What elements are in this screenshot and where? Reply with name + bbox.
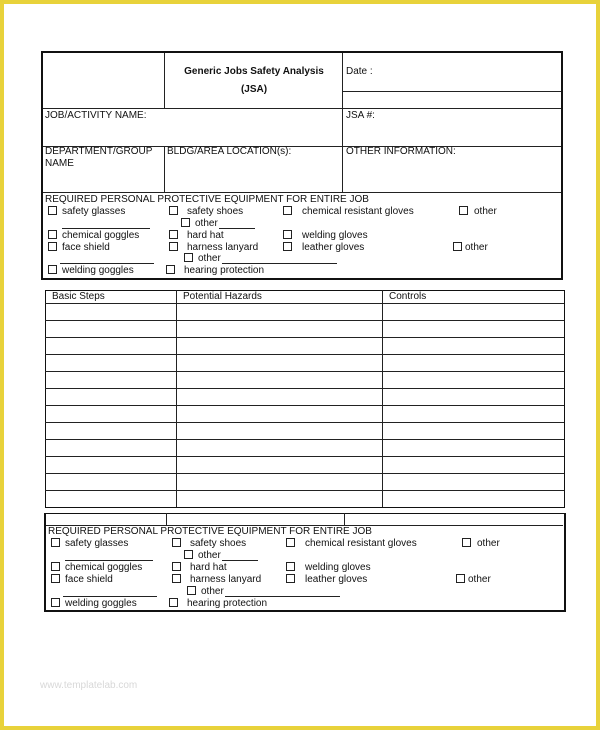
bottom-harness-lanyard-label: harness lanyard (190, 574, 262, 585)
harness-lanyard-label: harness lanyard (187, 242, 259, 253)
date-label: Date : (346, 66, 373, 77)
column-header-potential-hazards: Potential Hazards (183, 291, 262, 302)
form-title: Generic Jobs Safety Analysis (184, 66, 324, 77)
safety-shoes-label: safety shoes (187, 206, 244, 217)
bottom-other-right-2-checkbox[interactable] (456, 574, 465, 583)
bldg-area-label: BLDG/AREA LOCATION(s): (167, 146, 292, 157)
department-label: DEPARTMENT/GROUP (45, 146, 153, 157)
ppe-bottom-divider (166, 513, 167, 525)
bottom-other-mid-1-line (222, 560, 258, 561)
bottom-safety-glasses-checkbox[interactable] (51, 538, 60, 547)
bottom-other-mid-1-checkbox[interactable] (184, 550, 193, 559)
chemical-resistant-gloves-label: chemical resistant gloves (302, 206, 414, 217)
bottom-chemical-resistant-gloves-label: chemical resistant gloves (305, 538, 417, 549)
bottom-other-right-2-label: other (468, 574, 491, 585)
face-shield-label: face shield (62, 242, 110, 253)
other-right-2-label: other (465, 242, 488, 253)
other-information-label: OTHER INFORMATION: (346, 146, 456, 157)
welding-goggles-label: welding goggles (62, 265, 134, 276)
bottom-welding-gloves-label: welding gloves (305, 562, 371, 573)
hearing-protection-label: hearing protection (184, 265, 265, 276)
jsa-number-label: JSA #: (346, 110, 375, 121)
department-label-line2: NAME (45, 158, 74, 169)
bottom-safety-shoes-label: safety shoes (190, 538, 247, 549)
bottom-hard-hat-checkbox[interactable] (172, 562, 181, 571)
chemical-goggles-label: chemical goggles (62, 230, 140, 241)
bottom-chemical-goggles-label: chemical goggles (65, 562, 143, 573)
bottom-face-shield-checkbox[interactable] (51, 574, 60, 583)
other-mid-1-label: other (195, 218, 218, 229)
bottom-writein-line (63, 596, 157, 597)
bottom-welding-goggles-label: welding goggles (65, 598, 137, 609)
bottom-face-shield-label: face shield (65, 574, 113, 585)
other-right-1-label: other (474, 206, 497, 217)
bottom-other-right-1-label: other (477, 538, 500, 549)
bottom-chemical-goggles-checkbox[interactable] (51, 562, 60, 571)
bottom-writein-line (65, 560, 153, 561)
job-activity-name-label: JOB/ACTIVITY NAME: (45, 110, 147, 121)
hard-hat-label: hard hat (187, 230, 224, 241)
leather-gloves-label: leather gloves (302, 242, 365, 253)
welding-gloves-label: welding gloves (302, 230, 368, 241)
watermark: www.templatelab.com (40, 680, 138, 691)
bottom-other-right-1-checkbox[interactable] (462, 538, 471, 547)
bottom-hard-hat-label: hard hat (190, 562, 227, 573)
bottom-safety-glasses-label: safety glasses (65, 538, 129, 549)
bottom-other-mid-2-line (225, 596, 340, 597)
other-mid-2-label: other (198, 253, 221, 264)
column-header-basic-steps: Basic Steps (52, 291, 105, 302)
bottom-safety-shoes-checkbox[interactable] (172, 538, 181, 547)
column-header-controls: Controls (389, 291, 427, 302)
bottom-chemical-resistant-gloves-checkbox[interactable] (286, 538, 295, 547)
bottom-harness-lanyard-checkbox[interactable] (172, 574, 181, 583)
bottom-leather-gloves-label: leather gloves (305, 574, 368, 585)
ppe-bottom-heading: REQUIRED PERSONAL PROTECTIVE EQUIPMENT FOR ENTIRE JOB (48, 526, 372, 537)
bottom-leather-gloves-checkbox[interactable] (286, 574, 295, 583)
bottom-welding-goggles-checkbox[interactable] (51, 598, 60, 607)
bottom-welding-gloves-checkbox[interactable] (286, 562, 295, 571)
ppe-bottom-divider (344, 513, 345, 525)
bottom-other-mid-2-checkbox[interactable] (187, 586, 196, 595)
bottom-hearing-protection-label: hearing protection (187, 598, 268, 609)
bottom-other-mid-2-label: other (201, 586, 224, 597)
bottom-other-mid-1-label: other (198, 550, 221, 561)
form-subtitle: (JSA) (240, 84, 268, 95)
safety-glasses-label: safety glasses (62, 206, 126, 217)
bottom-hearing-protection-checkbox[interactable] (169, 598, 178, 607)
ppe-heading: REQUIRED PERSONAL PROTECTIVE EQUIPMENT FOR ENTIRE JOB (45, 194, 369, 205)
